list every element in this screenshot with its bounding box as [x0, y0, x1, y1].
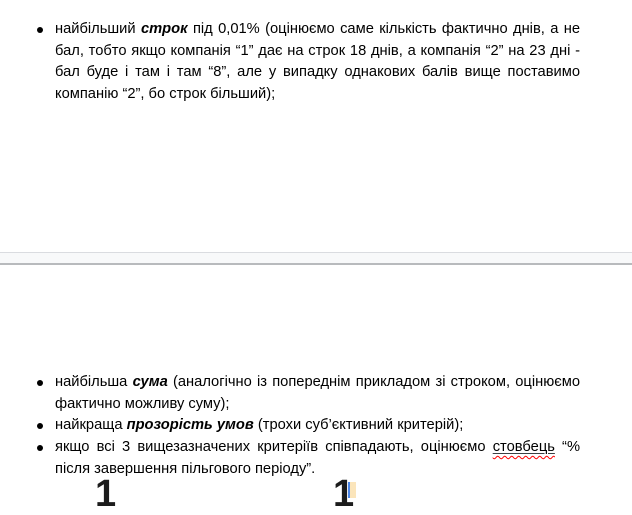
misspelled-word-text: стовбець: [492, 439, 555, 456]
bullet-marker-icon: [37, 27, 43, 33]
misspelled-word[interactable]: [493, 439, 555, 455]
text-run: якщо всі 3 вищезазначених критеріїв співпадають, оцінюємо: [55, 439, 493, 456]
text-run: найкраща: [55, 417, 127, 434]
text-run: “% після завершення пільгового періоду”.: [55, 439, 581, 477]
text-run: найбільший: [55, 21, 141, 37]
bold-italic-run: строк: [140, 21, 188, 37]
text-run: найбільша: [55, 374, 133, 390]
bullet-item[interactable]: [0, 372, 580, 415]
clipped-line-fragment-right: [333, 473, 355, 515]
bullet-marker-icon: [37, 423, 43, 429]
bullet-marker-icon: [37, 445, 43, 451]
bullet-item[interactable]: [0, 415, 580, 437]
bold-italic-run: прозорість умов: [126, 417, 254, 434]
bullet-item[interactable]: [0, 19, 580, 106]
page2-content: [0, 372, 632, 481]
clipped-char: 1: [333, 473, 355, 515]
bullet-item[interactable]: [0, 437, 580, 480]
clipped-char: 1: [95, 473, 117, 515]
page-break-gap: [0, 252, 632, 265]
bullet-marker-icon: [37, 380, 43, 386]
page1-content: [0, 19, 632, 106]
text-run: (трохи суб’єктивний критерій);: [253, 417, 464, 434]
text-run: (аналогічно із попереднім прикладом зі строком, оцінюємо фактично можливу суму);: [55, 374, 580, 412]
text-run: під 0,01% (оцінюємо саме кількість фактично днів, а не бал, тобто якщо компанія “1” дає на строк 18 днів, а компанія “2” на 23 дні - бал буде і там і там “8”, але у випадку однакових балів вище поставимо компанію “2”, бо строк більший);: [55, 21, 581, 103]
clipped-line-fragment-left: [95, 473, 117, 515]
bold-italic-run: сума: [132, 374, 168, 390]
